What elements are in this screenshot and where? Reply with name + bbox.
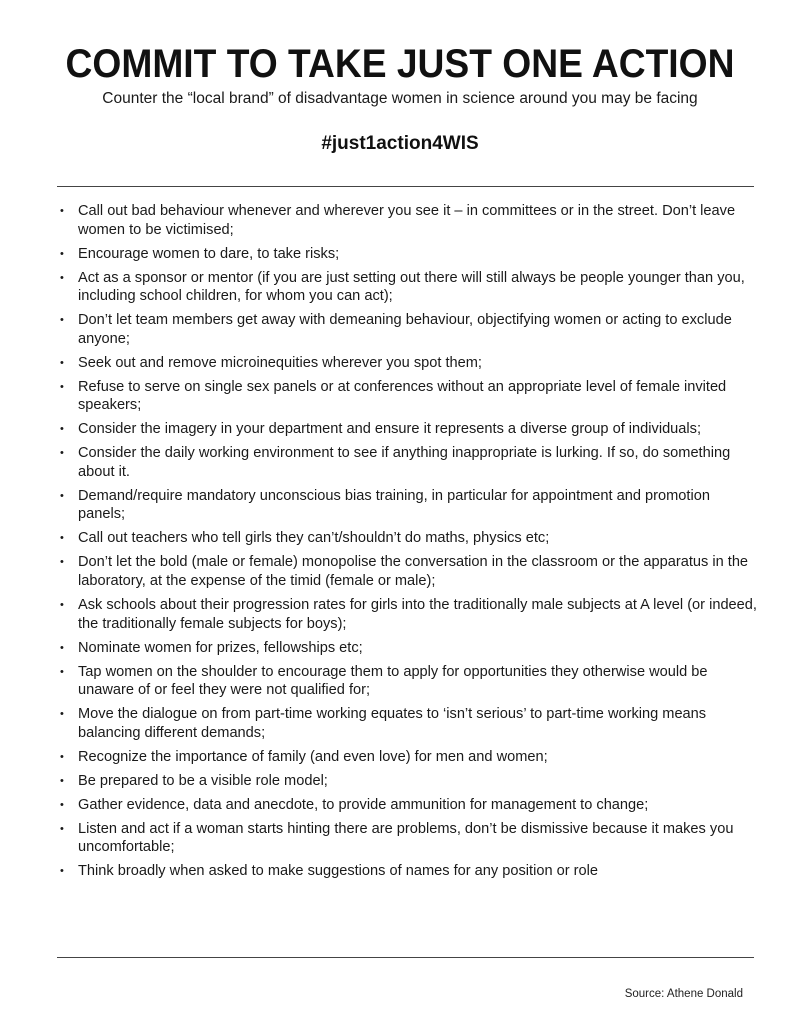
action-text: Call out teachers who tell girls they can’t/shouldn’t do maths, physics etc; bbox=[78, 530, 550, 547]
action-item bbox=[57, 820, 757, 857]
bullet-icon: • bbox=[60, 356, 64, 369]
bullet-icon: • bbox=[60, 641, 64, 654]
top-divider bbox=[57, 186, 754, 187]
bullet-icon: • bbox=[60, 532, 64, 545]
bullet-icon: • bbox=[60, 489, 64, 502]
bullet-icon: • bbox=[60, 271, 64, 284]
action-item bbox=[57, 202, 757, 239]
action-text: Be prepared to be a visible role model; bbox=[78, 772, 328, 789]
bullet-icon: • bbox=[60, 865, 64, 878]
action-item bbox=[57, 354, 757, 373]
action-item bbox=[57, 487, 757, 524]
action-item bbox=[57, 311, 757, 348]
action-item bbox=[57, 269, 757, 306]
action-item bbox=[57, 796, 757, 815]
hashtag: #just1action4WIS bbox=[321, 133, 479, 154]
action-text: Gather evidence, data and anecdote, to provide ammunition for management to change; bbox=[78, 796, 649, 813]
bullet-icon: • bbox=[60, 708, 64, 721]
action-text: Consider the imagery in your department and ensure it represents a diverse group of individuals; bbox=[78, 421, 702, 438]
bottom-divider bbox=[57, 957, 754, 958]
action-item bbox=[57, 378, 757, 415]
action-item bbox=[57, 862, 757, 881]
bullet-icon: • bbox=[60, 205, 64, 217]
action-text: Nominate women for prizes, fellowships etc; bbox=[78, 639, 363, 656]
bullet-icon: • bbox=[60, 380, 64, 393]
action-text: Demand/require mandatory unconscious bias training, in particular for appointment and promotion panels; bbox=[78, 487, 710, 523]
action-item bbox=[57, 772, 757, 791]
action-text: Think broadly when asked to make suggestions of names for any position or role bbox=[78, 863, 598, 880]
bullet-icon: • bbox=[60, 314, 64, 327]
source-credit: Source: Athene Donald bbox=[624, 988, 743, 1000]
page-subtitle: Counter the “local brand” of disadvantage women in science around you may be facing bbox=[102, 90, 698, 107]
action-list bbox=[57, 202, 757, 886]
action-item bbox=[57, 444, 757, 481]
action-text: Refuse to serve on single sex panels or at conferences without an appropriate level of female invited speakers; bbox=[78, 378, 727, 414]
action-text: Listen and act if a woman starts hinting there are problems, don’t be dismissive because it makes you uncomfortable; bbox=[78, 820, 734, 856]
action-item bbox=[57, 748, 757, 767]
action-text: Call out bad behaviour whenever and wherever you see it – in committees or in the street. Don’t leave women to be victimised; bbox=[78, 203, 736, 238]
action-text: Consider the daily working environment to see if anything inappropriate is lurking. If so, do something about it. bbox=[78, 445, 731, 480]
action-text: Don’t let the bold (male or female) monopolise the conversation in the classroom or the apparatus in the laboratory, at the expense of the timid (female or male); bbox=[78, 554, 749, 589]
bullet-icon: • bbox=[60, 556, 64, 569]
action-item bbox=[57, 420, 757, 439]
bullet-icon: • bbox=[60, 665, 64, 678]
bullet-icon: • bbox=[60, 447, 64, 460]
action-text: Recognize the importance of family (and even love) for men and women; bbox=[78, 748, 548, 765]
bullet-icon: • bbox=[60, 798, 64, 811]
action-text: Encourage women to dare, to take risks; bbox=[78, 245, 340, 262]
bullet-icon: • bbox=[60, 598, 64, 611]
action-text: Tap women on the shoulder to encourage them to apply for opportunities they otherwise would be unaware of or feel they were not qualified for; bbox=[78, 663, 708, 699]
action-item bbox=[57, 596, 757, 633]
action-item bbox=[57, 705, 757, 742]
page-title: COMMIT TO TAKE JUST ONE ACTION bbox=[65, 42, 735, 86]
bullet-icon: • bbox=[60, 247, 64, 260]
action-item bbox=[57, 529, 757, 548]
action-item bbox=[57, 245, 757, 264]
action-text: Ask schools about their progression rates for girls into the traditionally male subjects at A level (or indeed, the traditionally female subjects for boys); bbox=[78, 596, 757, 632]
action-item bbox=[57, 663, 757, 700]
bullet-icon: • bbox=[60, 774, 64, 787]
action-item bbox=[57, 553, 757, 590]
bullet-icon: • bbox=[60, 822, 64, 835]
action-text: Seek out and remove microinequities wherever you spot them; bbox=[78, 354, 482, 371]
bullet-icon: • bbox=[60, 750, 64, 763]
action-text: Move the dialogue on from part-time working equates to ‘isn’t serious’ to part-time working means balancing different demands; bbox=[78, 706, 707, 741]
action-text: Act as a sponsor or mentor (if you are just setting out there will still always be people younger than you, including school children, for whom you can act); bbox=[78, 269, 745, 305]
action-item bbox=[57, 639, 757, 658]
action-text: Don’t let team members get away with demeaning behaviour, objectifying women or acting to exclude anyone; bbox=[78, 312, 732, 347]
bullet-icon: • bbox=[60, 423, 64, 436]
